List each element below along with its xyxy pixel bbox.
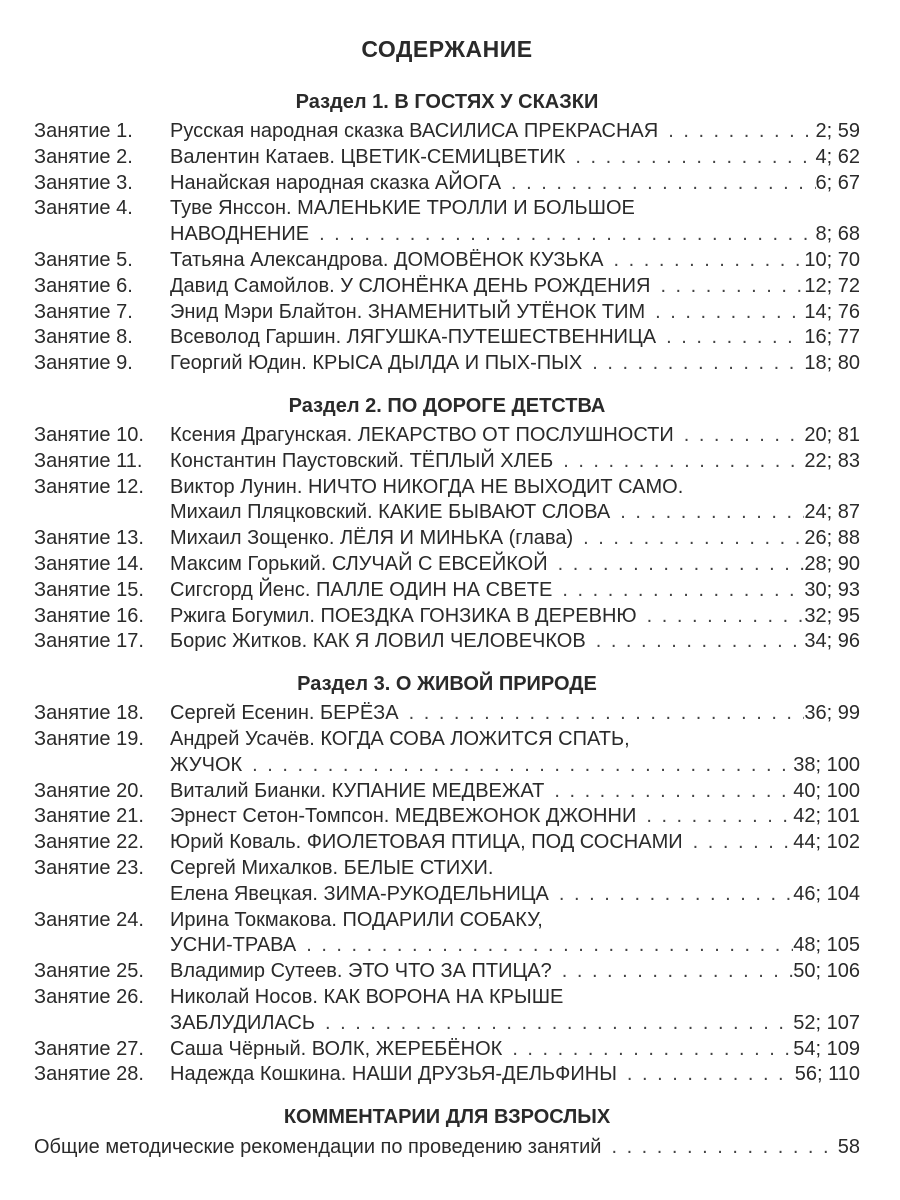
lesson-number: Занятие 15. [34,578,144,601]
page-numbers: 38; 100 [793,753,860,776]
entry-title-line: Борис Житков. КАК Я ЛОВИЛ ЧЕЛОВЕЧКОВ [170,630,586,653]
entry-title-line: Елена Явецкая. ЗИМА-РУКОДЕЛЬНИЦА [170,882,549,905]
lesson-number: Занятие 6. [34,274,133,297]
page-title: СОДЕРЖАНИЕ [361,36,533,62]
entry-title-row [170,1037,860,1063]
toc-entry [34,959,860,985]
entry-body [170,325,860,351]
entry-body [170,475,860,527]
entry-title-row [170,1011,860,1037]
dot-leader [399,701,805,727]
toc-entry [34,1062,860,1088]
section-title: Раздел 3. О ЖИВОЙ ПРИРОДЕ [297,673,597,696]
toc-entry [34,145,860,171]
entry-title-row [170,933,860,959]
page-numbers: 42; 101 [793,805,860,828]
page-numbers: 28; 90 [804,552,860,575]
lesson-number: Занятие 8. [34,326,133,349]
entry-title-line: Виктор Лунин. НИЧТО НИКОГДА НЕ ВЫХОДИТ САМО. [170,475,684,498]
entry-title-row [170,500,860,526]
toc-section [34,389,860,667]
page-numbers: 32; 95 [804,604,860,627]
dot-leader [610,500,804,526]
lesson-number: Занятие 17. [34,630,144,653]
dot-leader [573,526,804,552]
page-numbers: 8; 68 [815,223,860,246]
toc-entry [34,423,860,449]
entry-title-row [170,629,860,655]
dot-leader [309,222,815,248]
entry-title-row [170,753,860,779]
page-numbers: 54; 109 [793,1037,860,1060]
page-numbers: 34; 96 [804,630,860,653]
toc-entry [34,196,860,248]
entry-title-row [170,701,860,727]
lesson-number: Занятие 22. [34,831,144,854]
toc-entry [34,552,860,578]
entry-body [170,856,860,908]
dot-leader [674,423,805,449]
entry-title-line: Саша Чёрный. ВОЛК, ЖЕРЕБЁНОК [170,1037,503,1060]
entry-title-line: Ирина Токмакова. ПОДАРИЛИ СОБАКУ, [170,908,543,931]
dot-leader [548,552,805,578]
lesson-number: Занятие 27. [34,1037,144,1060]
entry-title-line: Русская народная сказка ВАСИЛИСА ПРЕКРАСНАЯ [170,120,659,142]
toc-entry [34,119,860,145]
entry-title-row [170,351,860,377]
entry-title-row [170,423,860,449]
entry-body [170,804,860,830]
page-numbers: 16; 77 [804,326,860,349]
entry-title-row [170,779,860,805]
entry-body [170,526,860,552]
lesson-number: Занятие 20. [34,779,144,802]
entry-title-line: Михаил Пляцковский. КАКИЕ БЫВАЮТ СЛОВА [170,501,611,524]
section-title: Раздел 1. В ГОСТЯХ У СКАЗКИ [295,91,599,113]
entry-title-row [170,171,860,197]
entry-title-row [170,145,860,171]
lesson-number: Занятие 9. [34,352,133,375]
entry-body [170,552,860,578]
dot-leader [658,119,815,145]
section-title: Раздел 2. ПО ДОРОГЕ ДЕТСТВА [288,394,606,417]
entry-body [170,423,860,449]
entry-title-line: Сергей Есенин. БЕРЁЗА [170,702,399,725]
entry-body [170,701,860,727]
lesson-number: Занятие 23. [34,856,144,879]
entry-title-row [170,119,860,145]
toc-entry [34,475,860,527]
toc-entry [34,727,860,779]
entry-title-line: Николай Носов. КАК ВОРОНА НА КРЫШЕ [170,985,564,1008]
toc-entry [34,300,860,326]
dot-leader [582,351,804,377]
dot-leader [604,248,805,274]
entry-title-line: НАВОДНЕНИЕ [170,223,310,246]
toc-section [34,85,860,389]
page-numbers: 14; 76 [804,300,860,323]
entry-title-line: Владимир Сутеев. ЭТО ЧТО ЗА ПТИЦА? [170,960,552,983]
entry-title-line: Всеволод Гаршин. ЛЯГУШКА-ПУТЕШЕСТВЕННИЦА [170,326,657,349]
entry-title-line: Сигсгорд Йенс. ПАЛЛЕ ОДИН НА СВЕТЕ [170,578,553,601]
toc-entry [34,578,860,604]
entry-title-line: Ксения Драгунская. ЛЕКАРСТВО ОТ ПОСЛУШНОСТИ [170,423,674,446]
entry-body [170,1037,860,1063]
lesson-number: Занятие 21. [34,805,144,828]
entry-title-line: Андрей Усачёв. КОГДА СОВА ЛОЖИТСЯ СПАТЬ, [170,727,630,750]
lesson-number: Занятие 1. [34,120,133,142]
lesson-number: Занятие 11. [34,449,143,472]
toc-entry [34,908,860,960]
lesson-number: Занятие 3. [34,171,133,194]
comments-section [34,1100,860,1160]
lesson-number: Занятие 18. [34,702,144,725]
entry-body [170,727,860,779]
page-numbers: 26; 88 [804,527,860,550]
toc-entry [34,985,860,1037]
page-numbers: 18; 80 [804,352,860,375]
entry-title-row [170,882,860,908]
lesson-number: Занятие 26. [34,985,144,1008]
lesson-number: Занятие 13. [34,527,144,550]
entry-title-row [170,274,860,300]
lesson-number: Занятие 24. [34,908,144,931]
page-numbers: 50; 106 [793,960,860,983]
dot-leader [296,933,793,959]
entry-body [170,274,860,300]
entry-title-row [170,222,860,248]
dot-leader [549,882,793,908]
toc-entry [34,830,860,856]
section-title: КОММЕНТАРИИ ДЛЯ ВЗРОСЛЫХ [283,1106,611,1129]
comments-entry [34,1134,860,1160]
entry-title-line: Энид Мэри Блайтон. ЗНАМЕНИТЫЙ УТЁНОК ТИМ [170,300,646,323]
entry-title-line: Нанайская народная сказка АЙОГА [170,171,502,194]
entry-body [170,985,860,1037]
page-numbers: 48; 105 [793,934,860,957]
entry-title-line: Виталий Бианки. КУПАНИЕ МЕДВЕЖАТ [170,779,545,802]
page-numbers: 30; 93 [804,578,860,601]
entry-body [170,248,860,274]
entry-title-line: Надежда Кошкина. НАШИ ДРУЗЬЯ-ДЕЛЬФИНЫ [170,1063,617,1086]
dot-leader [315,1011,793,1037]
entry-title-row [170,552,860,578]
page-numbers: 36; 99 [804,702,860,725]
page-numbers: 12; 72 [804,274,860,297]
toc-entry [34,856,860,908]
toc-entry [34,779,860,805]
dot-leader [645,300,804,326]
dot-leader [544,779,793,805]
lesson-number: Занятие 5. [34,248,133,271]
entry-body [170,959,860,985]
toc-entry [34,701,860,727]
dot-leader [565,145,815,171]
page-numbers: 22; 83 [804,449,860,472]
page-numbers: 20; 81 [804,423,860,446]
entry-title-row [170,804,860,830]
entry-title-line: Татьяна Александрова. ДОМОВЁНОК КУЗЬКА [170,248,604,271]
dot-leader [650,274,804,300]
entry-title-row [170,325,860,351]
lesson-number: Занятие 16. [34,604,144,627]
toc-entry [34,629,860,655]
toc-entry [34,804,860,830]
page-numbers: 56; 110 [794,1063,860,1086]
entry-title-line: Константин Паустовский. ТЁПЛЫЙ ХЛЕБ [170,449,554,472]
entry-title-row [170,449,860,475]
entry-body [170,351,860,377]
entry-title-line: Михаил Зощенко. ЛЁЛЯ И МИНЬКА (глава) [170,527,574,550]
comments-text: Общие методические рекомендации по проведению занятий [34,1136,602,1159]
entry-body [170,830,860,856]
entry-title-line: Туве Янссон. МАЛЕНЬКИЕ ТРОЛЛИ И БОЛЬШОЕ [170,197,635,220]
entry-title-line: ЖУЧОК [170,753,243,776]
section-spacer [34,1088,860,1100]
entry-title-line: Георгий Юдин. КРЫСА ДЫЛДА И ПЫХ-ПЫХ [170,352,583,375]
toc-entry [34,171,860,197]
entry-title-line: Сергей Михалков. БЕЛЫЕ СТИХИ. [170,856,494,879]
entry-body [170,196,860,248]
entry-title-line: Валентин Катаев. ЦВЕТИК-СЕМИЦВЕТИК [170,145,566,168]
entry-body [170,908,860,960]
entry-body [170,604,860,630]
entry-title-row [170,526,860,552]
entry-body [170,171,860,197]
dot-leader [242,753,793,779]
dot-leader [683,830,794,856]
dot-leader [553,449,804,475]
dot-leader [552,959,794,985]
dot-leader [656,325,804,351]
page-numbers: 2; 59 [815,120,860,142]
lesson-number: Занятие 4. [34,197,133,220]
page-numbers: 58 [837,1136,860,1159]
toc-entry [34,604,860,630]
entry-body [170,779,860,805]
lesson-number: Занятие 28. [34,1063,144,1086]
dot-leader [502,1037,793,1063]
entry-title-row [170,578,860,604]
lesson-number: Занятие 14. [34,552,144,575]
entry-body [170,300,860,326]
entry-title-row [170,959,860,985]
dot-leader [552,578,804,604]
lesson-number: Занятие 10. [34,423,144,446]
dot-leader [601,1134,837,1160]
entry-title-line: Давид Самойлов. У СЛОНЁНКА ДЕНЬ РОЖДЕНИЯ [170,274,651,297]
entry-body [170,578,860,604]
dot-leader [586,629,805,655]
entry-title-row [170,830,860,856]
lesson-number: Занятие 2. [34,145,133,168]
dot-leader [501,171,815,197]
entry-body [170,119,860,145]
entry-title-line: ЗАБЛУДИЛАСЬ [170,1011,315,1034]
entry-title-row [170,604,860,630]
toc-entry [34,1037,860,1063]
table-of-contents [34,85,860,1160]
section-spacer [34,655,860,667]
toc-entry [34,449,860,475]
entry-body [170,449,860,475]
entry-title-line: Эрнест Сетон-Томпсон. МЕДВЕЖОНОК ДЖОННИ [170,805,637,828]
section-spacer [34,377,860,389]
page-numbers: 46; 104 [793,882,860,905]
toc-section [34,667,860,1100]
page-numbers: 4; 62 [815,145,860,168]
entry-body [170,145,860,171]
page-numbers: 52; 107 [793,1011,860,1034]
entry-body [170,629,860,655]
toc-entry [34,274,860,300]
lesson-number: Занятие 12. [34,475,144,498]
entry-title-line: Максим Горький. СЛУЧАЙ С ЕВСЕЙКОЙ [170,552,548,575]
page-numbers: 44; 102 [793,831,860,854]
entry-title-row [170,300,860,326]
lesson-number: Занятие 19. [34,727,144,750]
toc-entry [34,325,860,351]
dot-leader [636,804,793,830]
toc-entry [34,248,860,274]
toc-entry [34,526,860,552]
page-numbers: 10; 70 [804,248,860,271]
entry-title-line: Юрий Коваль. ФИОЛЕТОВАЯ ПТИЦА, ПОД СОСНАМИ [170,831,683,854]
dot-leader [617,1062,795,1088]
page-numbers: 24; 87 [804,501,860,524]
entry-body [170,1062,860,1088]
entry-title-row [170,248,860,274]
lesson-number: Занятие 25. [34,960,144,983]
lesson-number: Занятие 7. [34,300,133,323]
entry-title-line: УСНИ-ТРАВА [170,934,297,957]
entry-title-line: Ржига Богумил. ПОЕЗДКА ГОНЗИКА В ДЕРЕВНЮ [170,604,637,627]
dot-leader [637,604,805,630]
toc-entry [34,351,860,377]
page-numbers: 6; 67 [815,171,860,194]
entry-title-row [170,1062,860,1088]
page-numbers: 40; 100 [793,779,860,802]
